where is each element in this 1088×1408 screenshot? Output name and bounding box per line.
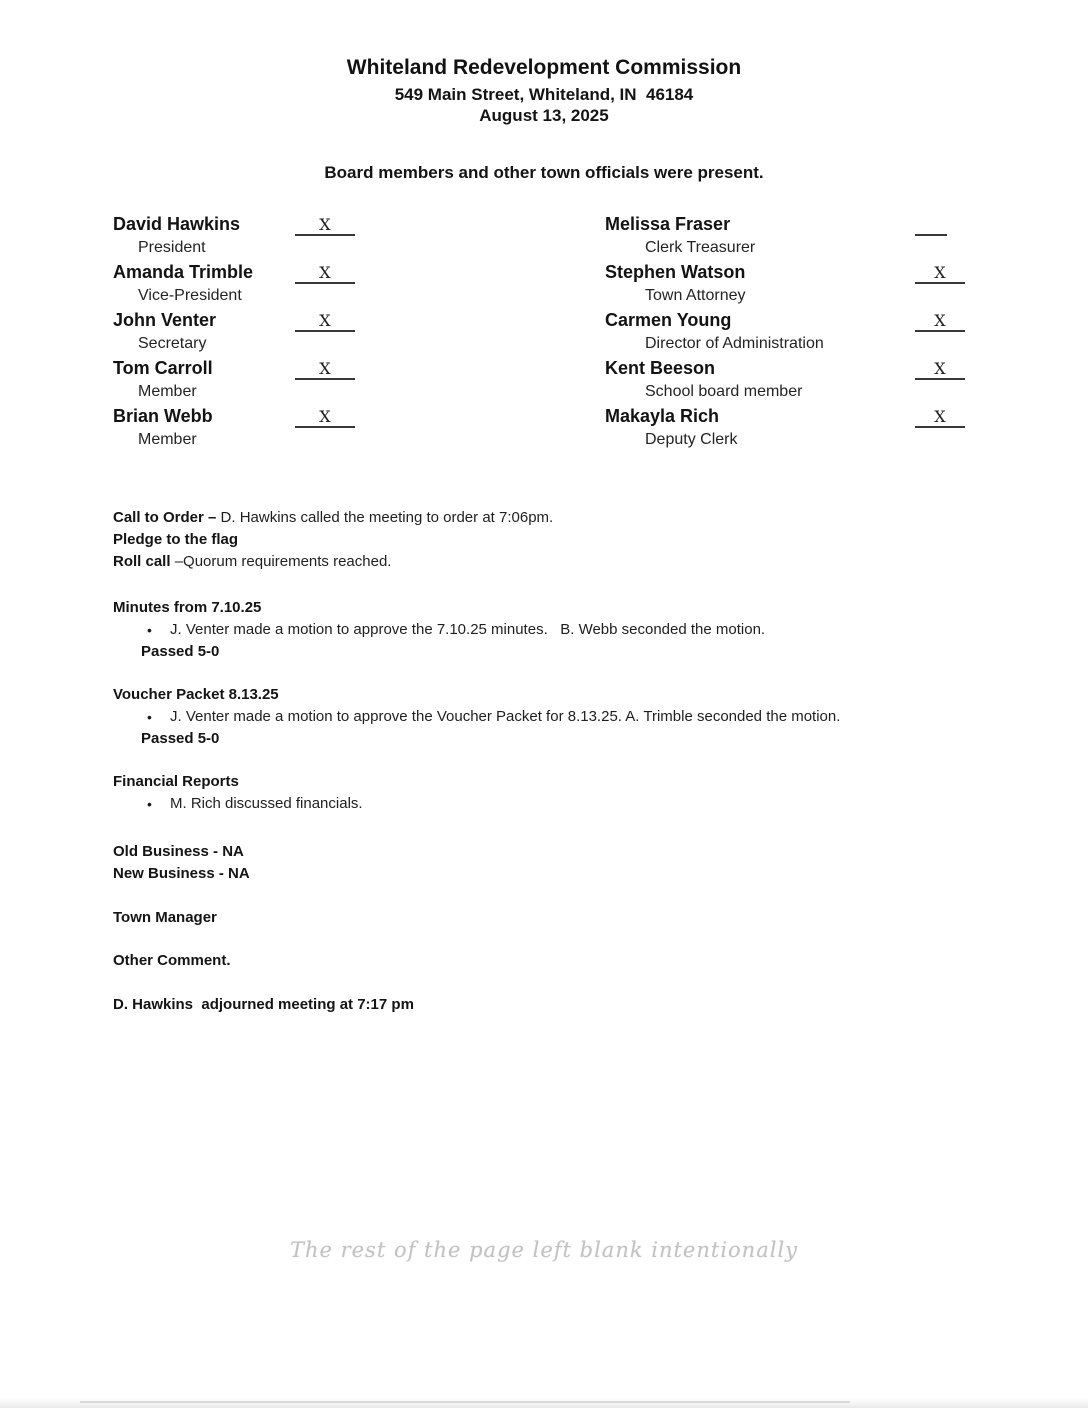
attendance-mark: X: [934, 311, 946, 330]
attendee-name: Makayla Rich: [605, 406, 720, 426]
roll-call-text: –Quorum requirements reached.: [170, 553, 392, 570]
attendee-row: [605, 309, 1088, 355]
attendance-mark-line: [295, 309, 355, 332]
attendee-title: Member: [138, 431, 197, 448]
attendance-mark-line: [295, 405, 355, 428]
other-comment-heading: Other Comment.: [113, 952, 231, 969]
attendee-name: Melissa Fraser: [605, 214, 731, 234]
attendee-name: Kent Beeson: [605, 358, 716, 378]
call-to-order-line: [113, 507, 1048, 529]
attendee-title: President: [138, 239, 206, 256]
attendee-row: [113, 309, 605, 355]
roll-call-label: Roll call: [113, 553, 171, 570]
attendee-name: Stephen Watson: [605, 262, 746, 282]
adjournment-line: D. Hawkins adjourned meeting at 7:17 pm: [113, 996, 414, 1013]
minutes-result: Passed 5-0: [141, 643, 220, 660]
attendee-title: Secretary: [138, 335, 207, 352]
bullet-icon: •: [147, 709, 152, 725]
attendee-row: [605, 405, 1088, 451]
financial-bullet-text: M. Rich discussed financials.: [170, 795, 363, 812]
footer-note: The rest of the page left blank intentionally: [289, 1238, 799, 1262]
section-town-manager: [113, 907, 1048, 929]
attendee-name: John Venter: [113, 310, 217, 330]
attendee-row: [605, 357, 1088, 403]
attendance-mark-line: [915, 405, 965, 428]
section-other-comment: [113, 950, 1048, 972]
attendee-name: Brian Webb: [113, 406, 213, 426]
attendance-mark-line: [915, 357, 965, 380]
town-manager-heading: Town Manager: [113, 909, 217, 926]
attendee-name: Amanda Trimble: [113, 262, 254, 282]
attendee-row: [605, 261, 1088, 307]
old-business-line: Old Business - NA: [113, 843, 244, 860]
minutes-body: [113, 507, 1048, 1016]
attendance-mark-line: [295, 261, 355, 284]
section-adjournment: [113, 994, 1048, 1016]
attendance-right-column: [605, 213, 1088, 453]
attendance-mark: X: [934, 407, 946, 426]
page-title: Whiteland Redevelopment Commission: [346, 56, 742, 79]
financial-bullet: [147, 793, 1048, 815]
section-voucher-heading: Voucher Packet 8.13.25: [113, 686, 279, 703]
attendance-mark: X: [319, 407, 331, 426]
attendee-name: Carmen Young: [605, 310, 732, 330]
attendee-row: [113, 213, 605, 259]
attendance-mark-line: [295, 357, 355, 380]
attendee-row: [113, 261, 605, 307]
attendance-mark: X: [934, 359, 946, 378]
call-to-order-text: D. Hawkins called the meeting to order at 7:06pm.: [216, 509, 554, 526]
attendee-row: [113, 405, 605, 451]
attendance-grid: [113, 213, 1088, 453]
attendee-title: Vice-President: [138, 287, 242, 304]
document-header: [0, 0, 1088, 126]
section-financial: [113, 771, 1048, 815]
attendance-mark: X: [319, 359, 331, 378]
section-minutes: [113, 597, 1048, 663]
attendee-name: Tom Carroll: [113, 358, 213, 378]
attendee-name: David Hawkins: [113, 214, 241, 234]
attendee-title: School board member: [645, 383, 803, 400]
present-heading: Board members and other town officials were present.: [324, 163, 764, 182]
attendee-row: [113, 357, 605, 403]
section-voucher: [113, 684, 1048, 750]
minutes-motion-bullet: [147, 619, 1048, 641]
attendance-mark-line: [295, 213, 355, 236]
scan-artifact-band: [0, 1398, 1088, 1408]
minutes-motion-text: J. Venter made a motion to approve the 7.10.25 minutes. B. Webb seconded the motion.: [170, 621, 766, 638]
section-old-new-business: [113, 841, 1048, 885]
voucher-result: Passed 5-0: [141, 730, 220, 747]
section-financial-heading: Financial Reports: [113, 773, 239, 790]
attendance-mark-line: [915, 213, 947, 236]
new-business-line: New Business - NA: [113, 865, 250, 882]
attendance-mark: X: [319, 311, 331, 330]
attendance-mark: X: [319, 215, 331, 234]
attendance-mark-line: [915, 309, 965, 332]
attendance-mark-line: [915, 261, 965, 284]
attendee-title: Deputy Clerk: [645, 431, 738, 448]
attendee-title: Director of Administration: [645, 335, 824, 352]
attendance-left-column: [113, 213, 605, 453]
attendee-title: Town Attorney: [645, 287, 746, 304]
attendance-mark: X: [319, 263, 331, 282]
scan-artifact-line: [80, 1401, 850, 1403]
section-minutes-heading: Minutes from 7.10.25: [113, 599, 262, 616]
bullet-icon: •: [147, 796, 152, 812]
call-to-order-label: Call to Order –: [113, 509, 217, 526]
attendee-title: Clerk Treasurer: [645, 239, 756, 256]
roll-call-line: [113, 551, 1048, 573]
address-line: 549 Main Street, Whiteland, IN 46184: [394, 85, 694, 104]
attendee-title: Member: [138, 383, 197, 400]
attendee-row: [605, 213, 1088, 259]
voucher-motion-text: J. Venter made a motion to approve the Voucher Packet for 8.13.25. A. Trimble seconded the motion.: [170, 708, 841, 725]
pledge-line: Pledge to the flag: [113, 531, 239, 548]
attendance-mark: X: [934, 263, 946, 282]
voucher-motion-bullet: [147, 706, 1048, 728]
date-line: August 13, 2025: [479, 106, 609, 125]
bullet-icon: •: [147, 622, 152, 638]
